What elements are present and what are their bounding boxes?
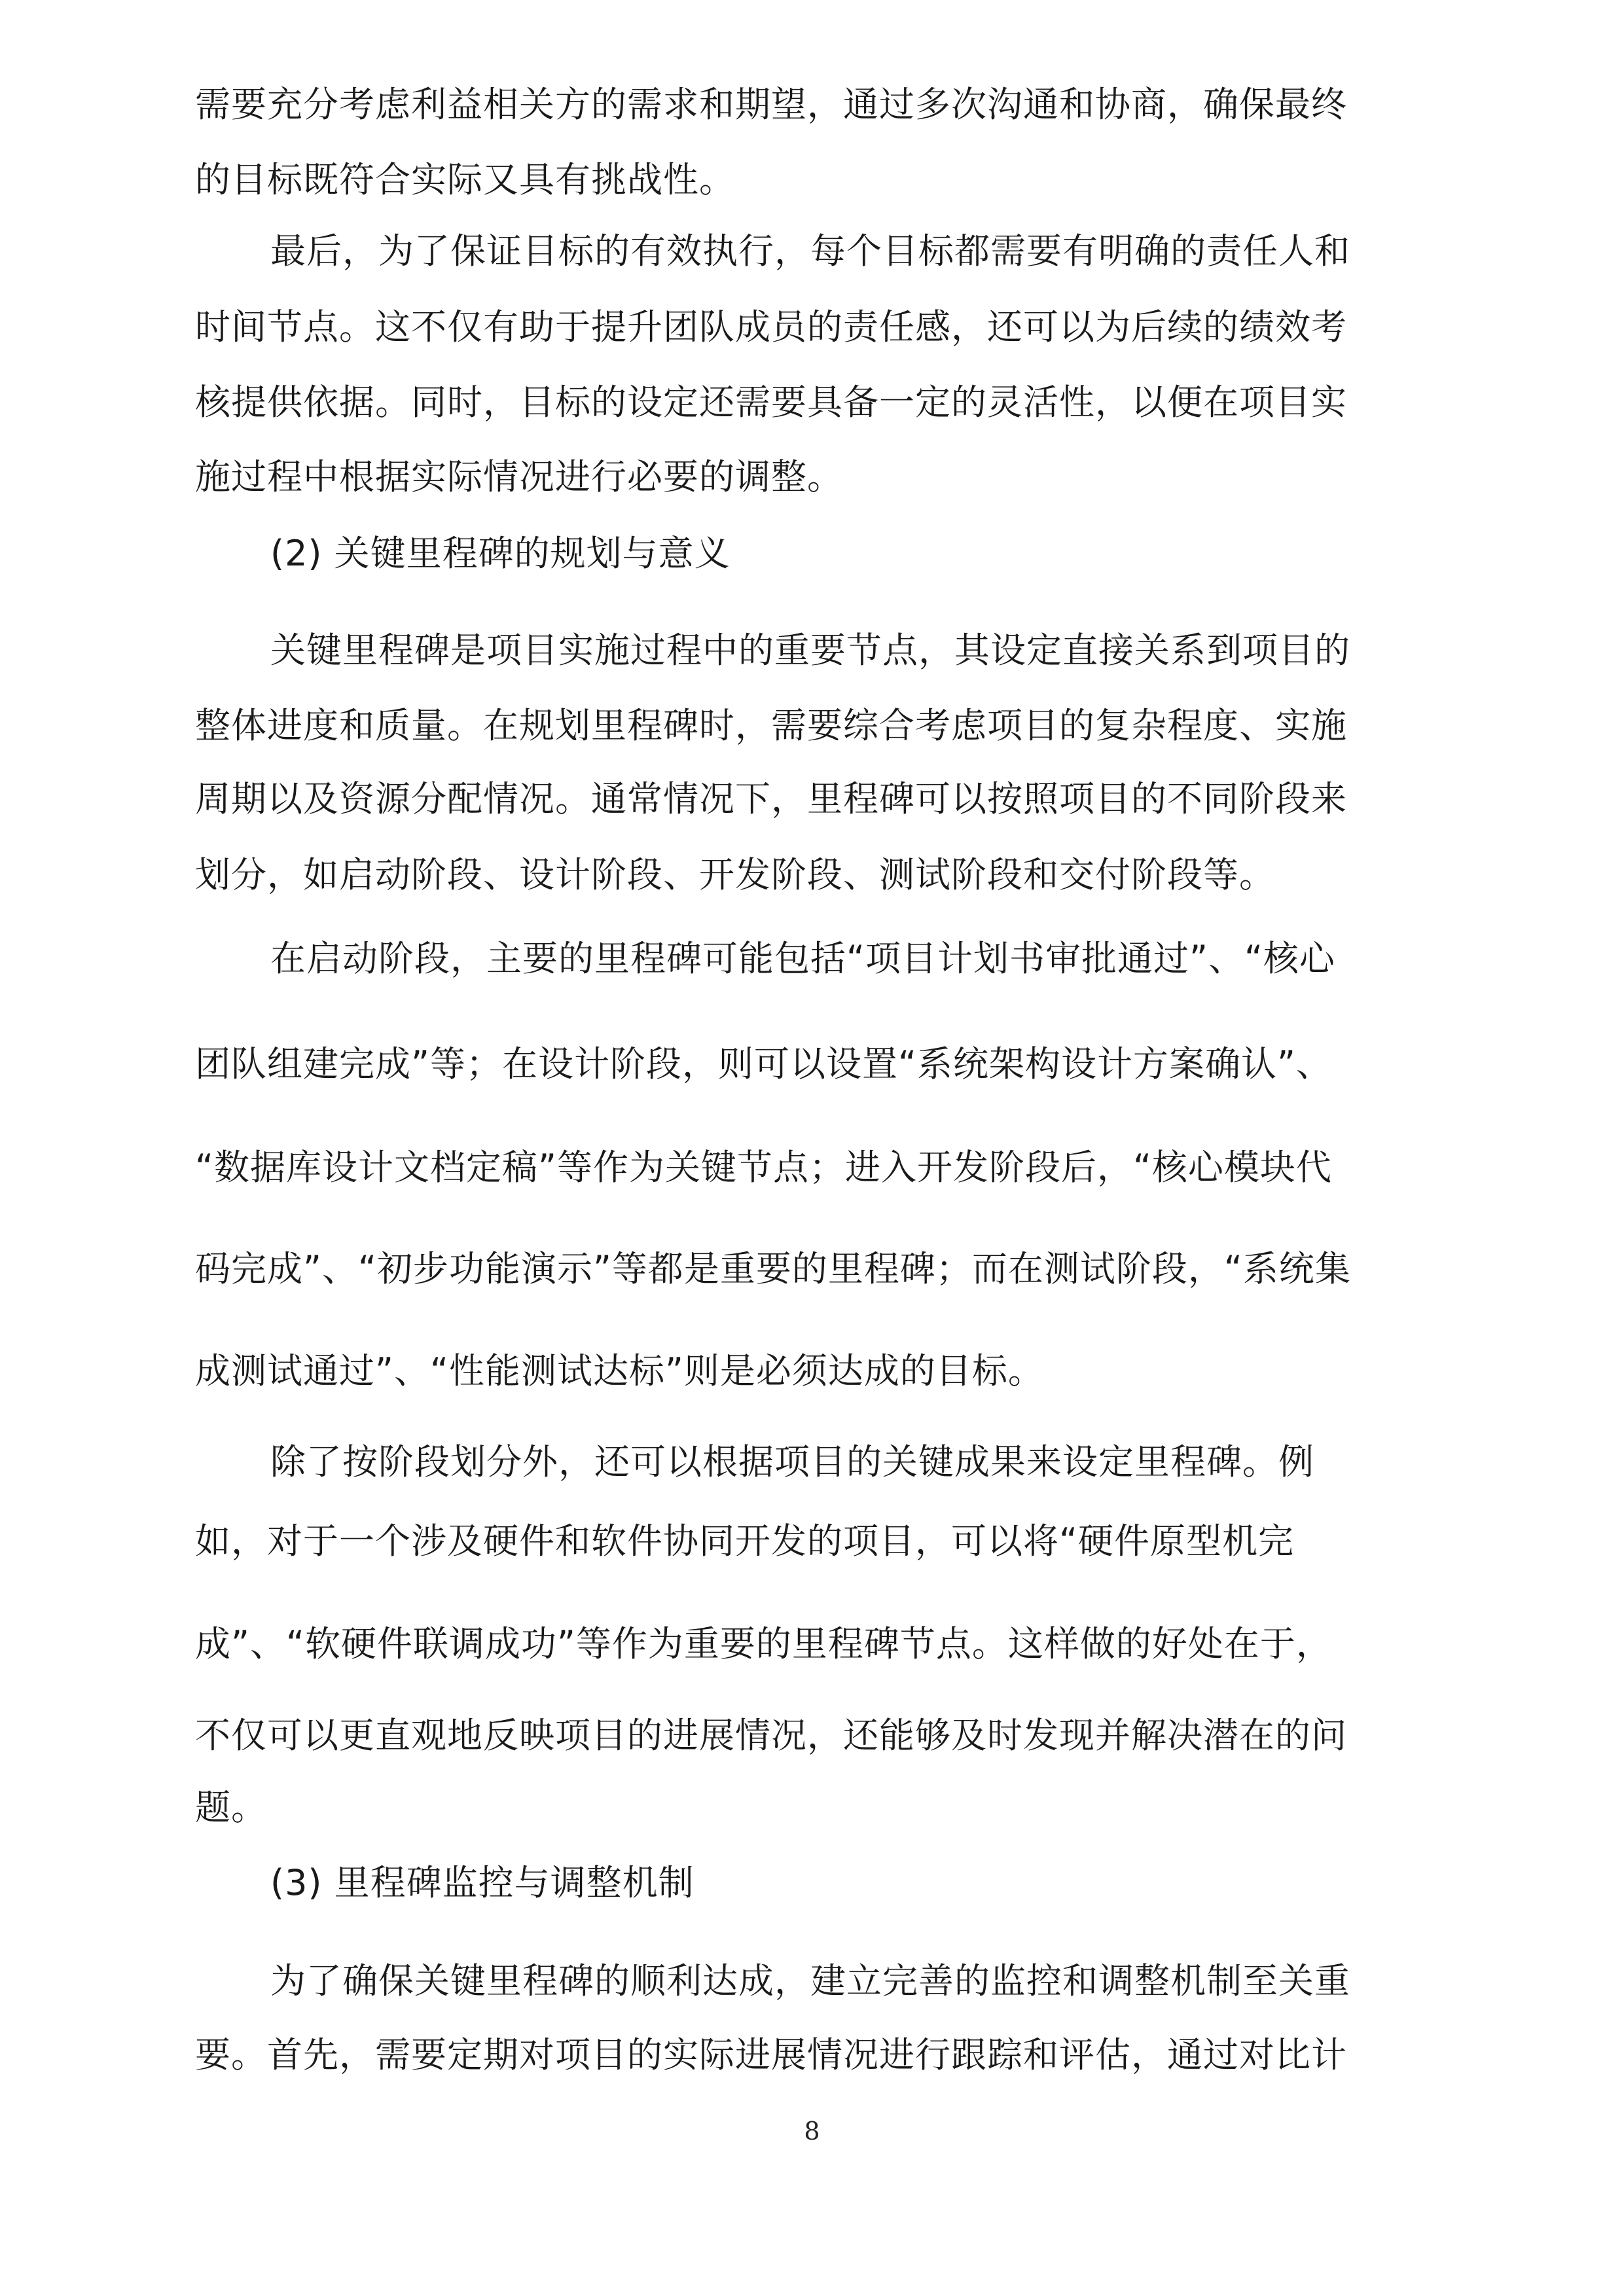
text-line-16: 成测试通过”、“性能测试达标”则是必须达成的目标。 xyxy=(195,1350,1044,1391)
text-line-17: 除了按阶段划分外，还可以根据项目的关键成果来设定里程碑。例 xyxy=(270,1441,1314,1482)
text-line-4: 时间节点。这不仅有助于提升团队成员的责任感，还可以为后续的绩效考 xyxy=(195,306,1347,348)
page-number: 8 xyxy=(804,2117,820,2145)
text-line-8: 关键里程碑是项目实施过程中的重要节点，其设定直接关系到项目的 xyxy=(270,630,1350,671)
text-line-21: 题。 xyxy=(195,1787,267,1828)
text-line-24: 要。首先，需要定期对项目的实际进展情况进行跟踪和评估，通过对比计 xyxy=(195,2034,1347,2075)
text-line-18: 如，对于一个涉及硬件和软件协同开发的项目，可以将“硬件原型机完 xyxy=(195,1520,1294,1562)
text-line-20: 不仅可以更直观地反映项目的进展情况，还能够及时发现并解决潜在的问 xyxy=(195,1715,1347,1756)
text-line-1: 需要充分考虑利益相关方的需求和期望，通过多次沟通和协商，确保最终 xyxy=(195,84,1347,125)
text-line-11: 划分，如启动阶段、设计阶段、开发阶段、测试阶段和交付阶段等。 xyxy=(195,854,1275,895)
text-line-23: 为了确保关键里程碑的顺利达成，建立完善的监控和调整机制至关重 xyxy=(270,1960,1350,2001)
text-line-5: 核提供依据。同时，目标的设定还需要具备一定的灵活性，以便在项目实 xyxy=(195,382,1347,423)
text-line-3: 最后，为了保证目标的有效执行，每个目标都需要有明确的责任人和 xyxy=(270,230,1350,272)
section-heading-2: (2) 关键里程碑的规划与意义 xyxy=(270,533,731,574)
text-line-9: 整体进度和质量。在规划里程碑时，需要综合考虑项目的复杂程度、实施 xyxy=(195,705,1347,746)
text-line-14: “数据库设计文档定稿”等作为关键节点；进入开发阶段后，“核心模块代 xyxy=(195,1147,1332,1188)
text-line-2: 的目标既符合实际又具有挑战性。 xyxy=(195,159,735,200)
section-heading-3: (3) 里程碑监控与调整机制 xyxy=(270,1862,695,1903)
text-line-10: 周期以及资源分配情况。通常情况下，里程碑可以按照项目的不同阶段来 xyxy=(195,778,1347,819)
text-line-15: 码完成”、“初步功能演示”等都是重要的里程碑；而在测试阶段，“系统集 xyxy=(195,1248,1351,1289)
text-line-12: 在启动阶段，主要的里程碑可能包括“项目计划书审批通过”、“核心 xyxy=(270,938,1335,979)
text-line-6: 施过程中根据实际情况进行必要的调整。 xyxy=(195,456,843,497)
text-line-19: 成”、“软硬件联调成功”等作为重要的里程碑节点。这样做的好处在于， xyxy=(195,1623,1332,1664)
text-line-13: 团队组建完成”等；在设计阶段，则可以设置“系统架构设计方案确认”、 xyxy=(195,1043,1332,1085)
